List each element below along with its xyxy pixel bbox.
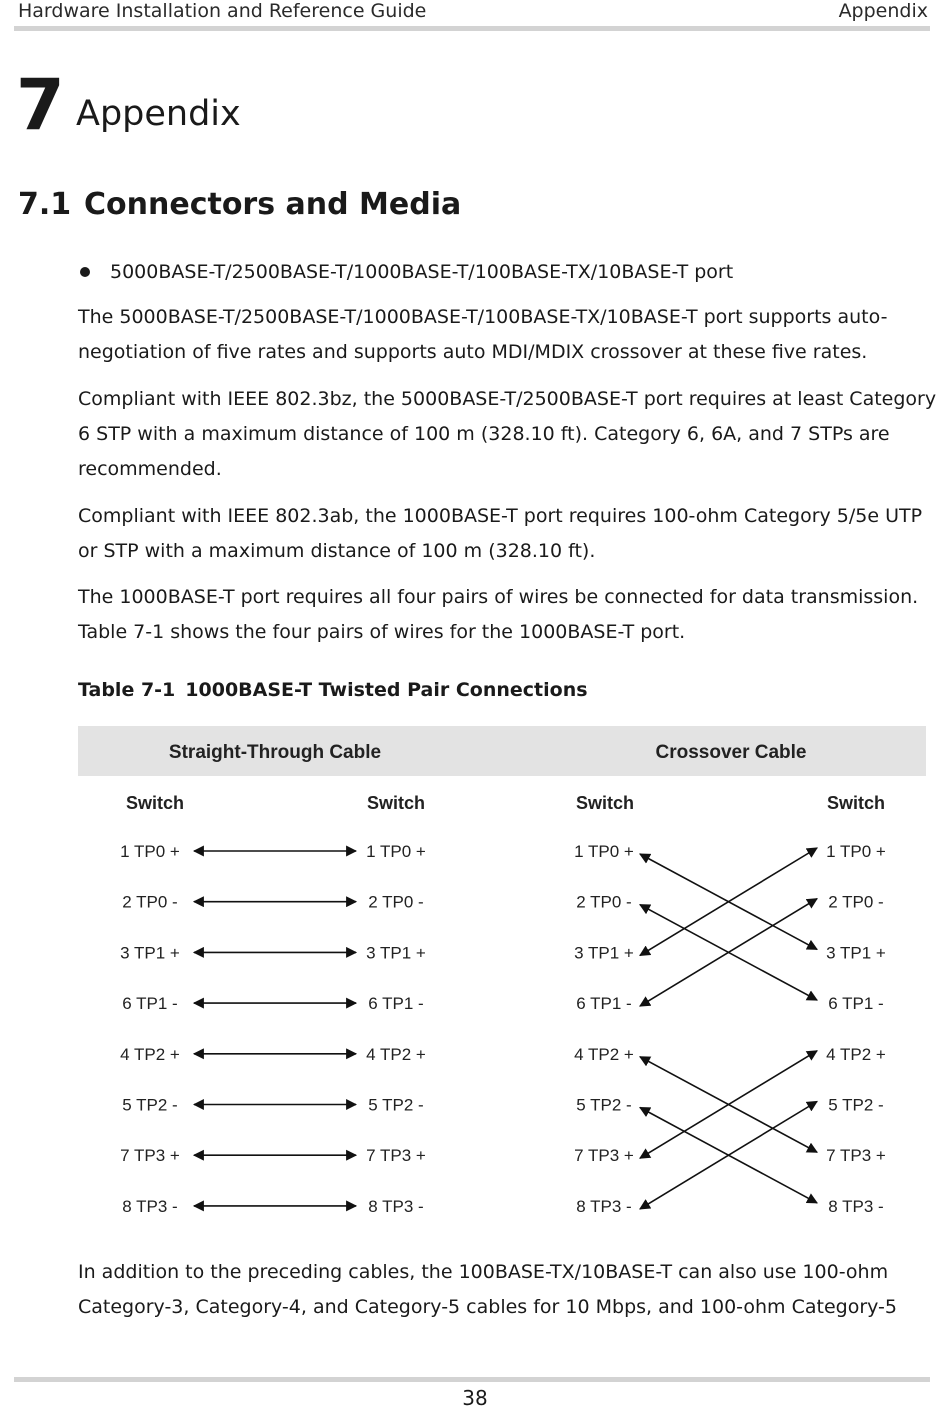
crossover-wire (640, 899, 817, 1006)
bullet-dot (80, 267, 90, 277)
pin-label-straight-right: 4 TP2 + (366, 1044, 426, 1064)
table-caption-label: Table 7-1 (78, 679, 176, 701)
section-number: 7.1 (18, 187, 72, 222)
pin-label-crossover-left: 1 TP0 + (574, 842, 634, 861)
pin-label-straight-right: 1 TP0 + (366, 842, 426, 861)
table-caption (78, 677, 588, 703)
switch-label-crossover-left: Switch (575, 793, 635, 813)
pin-label-crossover-left: 6 TP1 - (576, 994, 632, 1014)
page-number: 38 (462, 1386, 488, 1410)
twisted-pair-figure (78, 726, 926, 1226)
pin-label-crossover-left: 4 TP2 + (574, 1044, 634, 1064)
twisted-pair-diagram (78, 726, 926, 1226)
pin-label-crossover-right: 7 TP3 + (826, 1146, 886, 1166)
pin-label-crossover-left: 8 TP3 - (576, 1196, 632, 1216)
pin-label-crossover-right: 6 TP1 - (828, 994, 884, 1014)
pin-label-straight-right: 2 TP0 - (368, 892, 424, 912)
pin-label-straight-left: 3 TP1 + (120, 943, 180, 963)
pin-label-crossover-right: 1 TP0 + (826, 842, 886, 861)
section-title: Connectors and Media (84, 187, 462, 222)
pin-label-straight-left: 4 TP2 + (120, 1044, 180, 1064)
crossover-wire (640, 1102, 817, 1209)
pin-label-crossover-left: 2 TP0 - (576, 892, 632, 912)
paragraph-four-pairs: The 1000BASE-T port requires all four pairs of wires be connected for data transmission. Table 7-1 shows the four pairs of wires for the 1000BASE-T port. (78, 586, 919, 643)
straight-through-title: Straight-Through Cable (168, 742, 382, 763)
chapter-title: Appendix (76, 94, 241, 134)
pin-label-crossover-right: 3 TP1 + (826, 943, 886, 963)
crossover-wire (640, 1051, 817, 1158)
pin-label-straight-right: 7 TP3 + (366, 1146, 426, 1166)
pin-label-crossover-right: 8 TP3 - (828, 1196, 884, 1216)
header-rule (14, 26, 930, 31)
pin-label-straight-left: 8 TP3 - (122, 1196, 178, 1216)
pin-label-crossover-left: 7 TP3 + (574, 1146, 634, 1166)
pin-label-straight-left: 6 TP1 - (122, 994, 178, 1014)
paragraph-802-3ab: Compliant with IEEE 802.3ab, the 1000BASE-T port requires 100-ohm Category 5/5e UTP or STP with a maximum distance of 100 m (328.10 ft). (78, 505, 923, 562)
paragraph-802-3bz: Compliant with IEEE 802.3bz, the 5000BASE-T/2500BASE-T port requires at least Category 6 STP with a maximum distance of 100 m (328.10 ft). Category 6, 6A, and 7 STPs are recommended. (78, 388, 937, 480)
pin-label-crossover-right: 4 TP2 + (826, 1044, 886, 1064)
paragraph-autoneg: The 5000BASE-T/2500BASE-T/1000BASE-T/100BASE-TX/10BASE-T port supports auto-negotiation of five rates and supports auto MDI/MDIX crossover at these five rates. (78, 306, 888, 363)
switch-label-crossover-right: Switch (826, 793, 886, 813)
pin-label-straight-right: 8 TP3 - (368, 1196, 424, 1216)
pin-label-straight-left: 5 TP2 - (122, 1095, 178, 1115)
pin-label-crossover-left: 3 TP1 + (574, 943, 634, 963)
paragraph-100base-cables: In addition to the preceding cables, the 100BASE-TX/10BASE-T can also use 100-ohm Category-3, Category-4, and Category-5 cables for 10 Mbps, and 100-ohm Category-5 (78, 1261, 897, 1318)
crossover-wire (640, 848, 817, 955)
pin-label-crossover-right: 5 TP2 - (828, 1095, 884, 1115)
pin-label-straight-left: 1 TP0 + (120, 842, 180, 861)
chapter-number: 7 (16, 64, 65, 146)
switch-label-straight-left: Switch (125, 793, 185, 813)
running-header-section: Appendix (838, 0, 928, 22)
pin-label-straight-right: 3 TP1 + (366, 943, 426, 963)
bullet-text: 5000BASE-T/2500BASE-T/1000BASE-T/100BASE-TX/10BASE-T port (110, 261, 734, 283)
pin-label-straight-left: 2 TP0 - (122, 892, 178, 912)
switch-label-straight-right: Switch (366, 793, 426, 813)
section-heading (18, 185, 461, 225)
pin-label-straight-left: 7 TP3 + (120, 1146, 180, 1166)
pin-label-straight-right: 6 TP1 - (368, 994, 424, 1014)
pin-label-straight-right: 5 TP2 - (368, 1095, 424, 1115)
crossover-title: Crossover Cable (655, 742, 807, 763)
pin-label-crossover-right: 2 TP0 - (828, 892, 884, 912)
pin-label-crossover-left: 5 TP2 - (576, 1095, 632, 1115)
running-header-title: Hardware Installation and Reference Guide (18, 0, 427, 22)
footer-rule (14, 1377, 930, 1382)
table-caption-title: 1000BASE-T Twisted Pair Connections (185, 679, 588, 701)
